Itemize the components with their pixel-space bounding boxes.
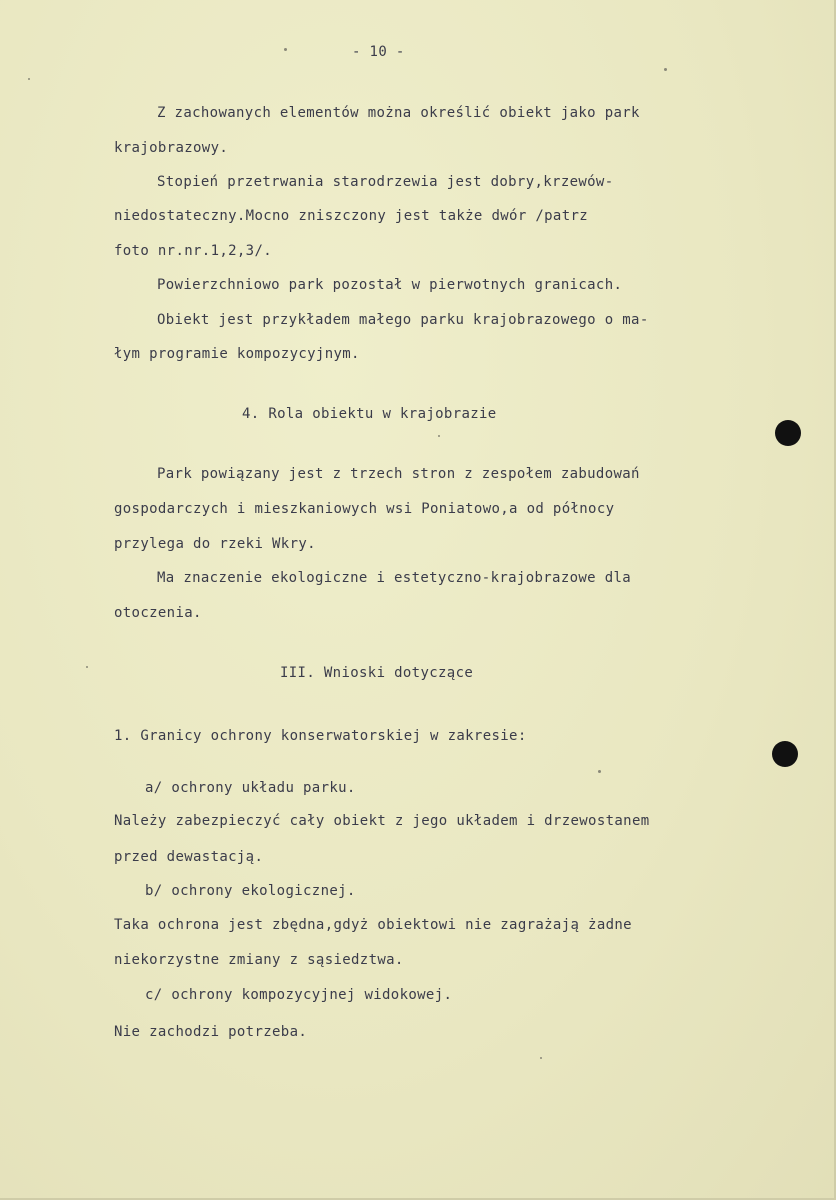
paragraph-line: krajobrazowy. — [114, 140, 229, 156]
paper-speck — [438, 435, 440, 437]
paragraph-line: Taka ochrona jest zbędna,gdyż obiektowi nie zagrażają żadne — [114, 917, 632, 933]
paper-speck — [86, 666, 88, 668]
section-4-heading: 4. Rola obiektu w krajobrazie — [242, 406, 497, 422]
paragraph-line: Obiekt jest przykładem małego parku krajobrazowego o ma- — [157, 312, 649, 328]
paragraph-line: niekorzystne zmiany z sąsiedztwa. — [114, 952, 404, 968]
list-item: 1. Granicy ochrony konserwatorskiej w zakresie: — [114, 728, 527, 744]
paragraph-line: Z zachowanych elementów można określić obiekt jako park — [157, 105, 640, 121]
paragraph-line: gospodarczych i mieszkaniowych wsi Poniatowo,a od północy — [114, 501, 615, 517]
paper-speck — [28, 78, 30, 80]
paragraph-line: Powierzchniowo park pozostał w pierwotnych granicach. — [157, 277, 623, 293]
paper-speck — [284, 48, 287, 51]
page-number: - 10 - — [352, 44, 405, 60]
paragraph-line: łym programie kompozycyjnym. — [114, 346, 360, 362]
paragraph-line: Ma znaczenie ekologiczne i estetyczno-krajobrazowe dla — [157, 570, 632, 586]
paragraph-line: przed dewastacją. — [114, 849, 264, 865]
paragraph-line: Należy zabezpieczyć cały obiekt z jego układem i drzewostanem — [114, 813, 650, 829]
paper-speck — [598, 770, 601, 773]
paper-speck — [664, 68, 667, 71]
paragraph-line: Stopień przetrwania starodrzewia jest dobry,krzewów- — [157, 174, 614, 190]
section-3-heading: III. Wnioski dotyczące — [280, 665, 474, 681]
paragraph-line: Nie zachodzi potrzeba. — [114, 1024, 308, 1040]
sub-item-label: c/ ochrony kompozycyjnej widokowej. — [145, 987, 453, 1003]
paragraph-line: przylega do rzeki Wkry. — [114, 536, 316, 552]
paragraph-line: foto nr.nr.1,2,3/. — [114, 243, 273, 259]
paragraph-line: niedostateczny.Mocno zniszczony jest także dwór /patrz — [114, 208, 589, 224]
punch-hole — [775, 420, 801, 446]
paper-speck — [540, 1057, 542, 1059]
sub-item-label: a/ ochrony układu parku. — [145, 780, 356, 796]
paragraph-line: Park powiązany jest z trzech stron z zespołem zabudowań — [157, 466, 640, 482]
punch-hole — [772, 741, 798, 767]
paragraph-line: otoczenia. — [114, 605, 202, 621]
sub-item-label: b/ ochrony ekologicznej. — [145, 883, 356, 899]
